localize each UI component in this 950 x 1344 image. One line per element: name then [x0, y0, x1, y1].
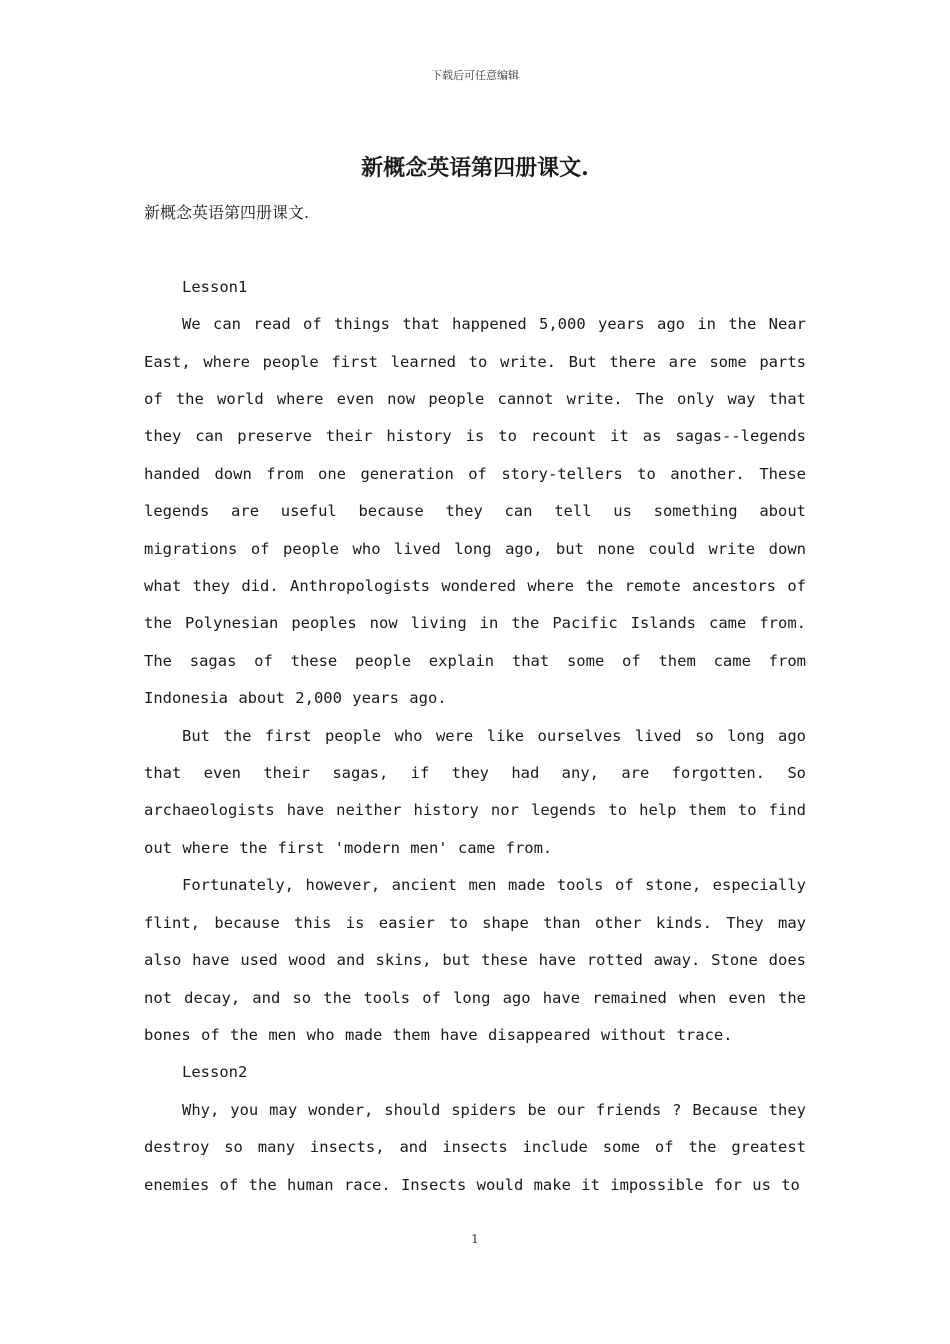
document-subtitle: 新概念英语第四册课文. [144, 203, 310, 222]
lesson-1 [144, 269, 806, 1055]
lesson-paragraph: Fortunately, however, ancient men made tools of stone, especially flint, because this is easier to shape than other kinds. They may also have used wood and skins, but these have rotted away. Stone does not decay, and so the tools of long ago have remained when even the bones of the men who made them have disappeared without trace. [144, 876, 806, 1044]
lesson-paragraph: Why, you may wonder, should spiders be our friends ? Because they destroy so many insects, and insects include some of the greatest enemies of the human race. Insects would make it impossible for us to [144, 1100, 806, 1194]
lesson-paragraph: But the first people who were like ourselves lived so long ago that even their sagas, if they had any, are forgotten. So archaeologists have neither history nor legends to help them to find out where the first 'modern men' came from. [144, 726, 806, 857]
lesson-2 [144, 1054, 806, 1204]
lesson-heading: Lesson2 [182, 1063, 248, 1082]
document-body [144, 194, 806, 1204]
page-number: 1 [471, 1232, 479, 1246]
lesson-paragraph: We can read of things that happened 5,000 years ago in the Near East, where people first learned to write. But there are some parts of the world where even now people cannot write. The only way that they can preserve their history is to recount it as sagas--legends handed down from one generation of story-tellers to another. These legends are useful because they can tell us something about migrations of people who lived long ago, but none could write down what they did. Anthropologists wondered where the remote ancestors of the Polynesian peoples now living in the Pacific Islands came from. The sagas of these people explain that some of them came from Indonesia about 2,000 years ago. [144, 315, 806, 708]
page-header-note: 下载后可任意编辑 [431, 69, 519, 82]
blank-line [144, 231, 806, 268]
lesson-heading: Lesson1 [182, 277, 248, 296]
document-title: 新概念英语第四册课文. [361, 155, 589, 181]
